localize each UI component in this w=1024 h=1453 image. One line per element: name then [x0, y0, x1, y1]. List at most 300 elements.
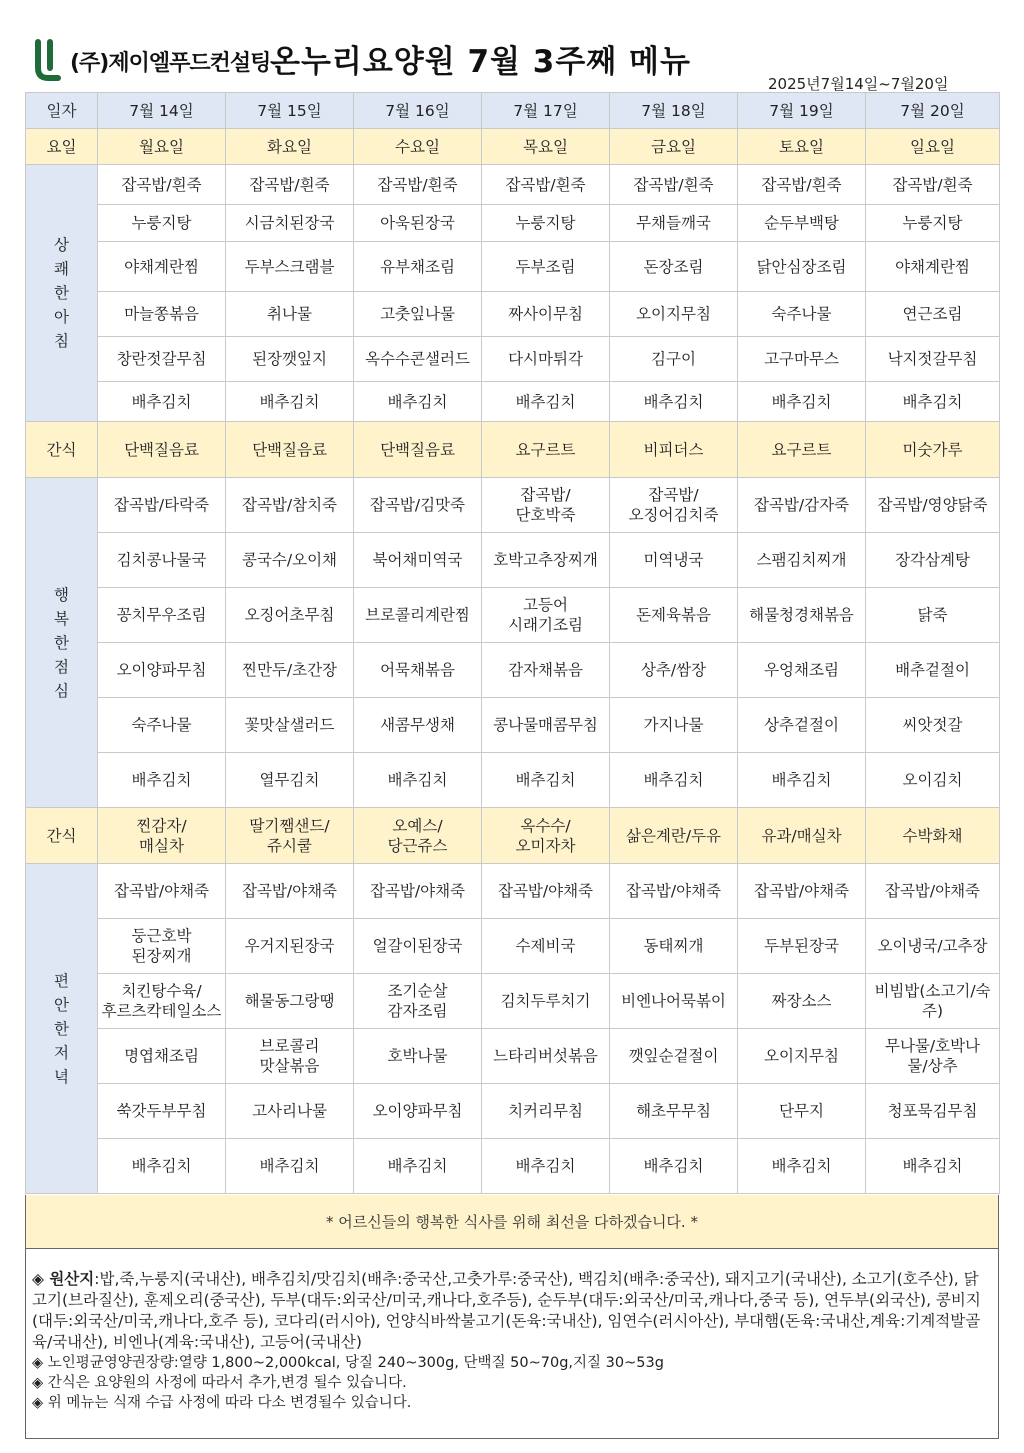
menu-item — [866, 753, 1000, 808]
menu-item — [226, 698, 354, 753]
menu-item-text: 호박나물 — [387, 1047, 448, 1065]
menu-item-text: 숙주나물 — [131, 716, 192, 734]
menu-item-text: 오이지무침 — [764, 1047, 839, 1065]
menu-item — [98, 478, 226, 533]
menu-item — [226, 643, 354, 698]
note-snack: ◈ 간식은 요양원의 사정에 따라서 추가,변경 될수 있습니다. — [32, 1375, 407, 1391]
menu-item — [482, 974, 610, 1029]
lunch-row — [26, 753, 1000, 808]
snack-afternoon-label-text: 간식 — [46, 826, 77, 845]
menu-item — [98, 974, 226, 1029]
menu-item — [610, 588, 738, 643]
menu-item — [610, 533, 738, 588]
menu-item-text: 야채계란찜 — [895, 257, 970, 276]
menu-item-text: 꽃맛살샐러드 — [244, 716, 335, 734]
menu-item-text: 유부채조림 — [380, 257, 455, 276]
date-label — [26, 93, 98, 129]
menu-item-text: 콩나물매콤무침 — [493, 716, 598, 734]
menu-item-text: 잡곡밥/흰죽 — [249, 175, 330, 194]
origin-text: :밥,죽,누룽지(국내산), 배추김치/맛김치(배추:중국산,고춧가루:중국산), 백김치(배추:중국산), 돼지고기(국내산), 소고기(호주산), 닭고기(브라질산), 훈제오리(중국산), 두부(대두:외국산/미국,캐나다,호주등), 순두부(대두:외국산/미국,캐나다,중국 등), 연두부(외국산), 콩비지(대두:외국산/미국,캐나다,호주 등), 코다리(러시아), 언양식바싹불고기(돈육:국내산), 임연수(러시아산), 부대햄(돈육:국내산,계육:기계적발골육/국내산), 비엔나(계육:국내산), 고등어(국내산) — [32, 1270, 981, 1351]
date-row — [26, 93, 1000, 129]
menu-item — [482, 919, 610, 974]
menu-item-text: 배추김치 — [771, 1157, 832, 1175]
menu-period: 2025년7월14일~7월20일 — [768, 75, 949, 93]
menu-item — [866, 382, 1000, 422]
date-cell — [866, 93, 1000, 129]
menu-item — [98, 1084, 226, 1139]
menu-item-text: 무채들깨국 — [636, 214, 711, 232]
menu-item — [866, 698, 1000, 753]
menu-item — [738, 1084, 866, 1139]
menu-item — [98, 533, 226, 588]
date-cell-text: 7월 17일 — [513, 101, 578, 120]
menu-item-text: 배추겉절이 — [895, 661, 970, 679]
menu-item-text: 김치두루치기 — [500, 992, 591, 1010]
menu-item — [482, 698, 610, 753]
snack-afternoon-item-text: 수박화채 — [902, 826, 963, 845]
menu-item — [866, 974, 1000, 1029]
menu-item — [226, 1084, 354, 1139]
menu-item-text: 연근조림 — [902, 305, 963, 323]
menu-item-text: 짜사이무침 — [508, 305, 583, 323]
day-cell-text: 목요일 — [523, 137, 568, 156]
day-cell-text: 수요일 — [395, 137, 440, 156]
menu-item — [226, 919, 354, 974]
menu-item — [610, 478, 738, 533]
menu-item-text: 김치콩나물국 — [116, 551, 207, 569]
menu-item — [610, 165, 738, 205]
menu-item — [98, 919, 226, 974]
menu-item — [98, 698, 226, 753]
menu-item-text: 콩국수/오이채 — [241, 551, 338, 569]
menu-item-text: 잡곡밥/흰죽 — [633, 175, 714, 194]
menu-item — [354, 919, 482, 974]
dinner-label — [26, 864, 98, 1194]
lunch-row — [26, 533, 1000, 588]
menu-item — [482, 292, 610, 337]
menu-item — [738, 242, 866, 292]
menu-item — [98, 292, 226, 337]
menu-item — [738, 205, 866, 242]
menu-item — [738, 165, 866, 205]
menu-item — [98, 242, 226, 292]
menu-item — [866, 1084, 1000, 1139]
snack-afternoon-item — [98, 808, 226, 864]
snack-morning-item — [610, 422, 738, 478]
menu-item-text: 어묵채볶음 — [380, 661, 455, 679]
menu-item-text: 조기순살 감자조림 — [387, 982, 448, 1020]
menu-item-text: 새콤무생채 — [380, 716, 455, 734]
menu-item-text: 두부조림 — [515, 257, 576, 276]
notes-section — [25, 1249, 999, 1439]
menu-item-text: 잡곡밥/야채죽 — [369, 882, 466, 900]
menu-item-text: 잡곡밥/타락죽 — [113, 496, 210, 514]
snack-morning-item — [98, 422, 226, 478]
menu-item-text: 배추김치 — [902, 1157, 963, 1175]
snack-afternoon-item-text: 찐감자/ 매실차 — [136, 816, 187, 855]
menu-item-text: 미역냉국 — [643, 551, 704, 569]
date-cell — [226, 93, 354, 129]
day-cell — [866, 129, 1000, 165]
menu-item — [866, 292, 1000, 337]
day-cell-text: 일요일 — [910, 137, 955, 156]
snack-morning-label-text: 간식 — [46, 440, 77, 459]
menu-item — [354, 698, 482, 753]
menu-item — [98, 588, 226, 643]
snack-morning-item-text: 요구르트 — [771, 440, 832, 459]
snack-morning-item — [482, 422, 610, 478]
menu-item-text: 해물동그랑땡 — [244, 992, 335, 1010]
menu-item-text: 옥수수콘샐러드 — [365, 350, 470, 368]
menu-item — [738, 643, 866, 698]
menu-item — [98, 337, 226, 382]
menu-item-text: 해초무무침 — [636, 1102, 711, 1120]
menu-item-text: 고사리나물 — [252, 1102, 327, 1120]
menu-item — [866, 242, 1000, 292]
snack-morning-item — [354, 422, 482, 478]
menu-item-text: 닭죽 — [917, 606, 948, 624]
menu-item-text: 비빔밥(소고기/숙주) — [874, 982, 991, 1020]
menu-item-text: 시금치된장국 — [244, 214, 335, 232]
date-cell — [98, 93, 226, 129]
menu-item-text: 잡곡밥/감자죽 — [753, 496, 850, 514]
breakfast-row — [26, 292, 1000, 337]
menu-item-text: 잡곡밥/영양닭죽 — [877, 496, 988, 514]
menu-item — [610, 1084, 738, 1139]
menu-item-text: 된장깻잎지 — [252, 350, 327, 368]
menu-item-text: 잡곡밥/참치죽 — [241, 496, 338, 514]
day-cell — [98, 129, 226, 165]
menu-item — [738, 919, 866, 974]
logo-mark-icon — [28, 38, 64, 84]
snack-morning-item-text: 미숫가루 — [902, 440, 963, 459]
menu-item — [482, 478, 610, 533]
menu-item — [738, 974, 866, 1029]
date-cell-text: 7월 14일 — [129, 101, 194, 120]
breakfast-row — [26, 242, 1000, 292]
menu-item — [866, 1029, 1000, 1084]
menu-item — [482, 864, 610, 919]
menu-item-text: 잡곡밥/흰죽 — [761, 175, 842, 194]
date-label-text: 일자 — [46, 101, 77, 120]
menu-item — [226, 974, 354, 1029]
menu-item — [354, 165, 482, 205]
menu-item-text: 잡곡밥/흰죽 — [505, 175, 586, 194]
snack-afternoon-item-text: 유과/매실차 — [761, 826, 842, 845]
menu-item-text: 오이지무침 — [636, 305, 711, 323]
menu-item — [482, 242, 610, 292]
dinner-row — [26, 1084, 1000, 1139]
menu-item — [354, 974, 482, 1029]
menu-item-text: 누룽지탕 — [131, 214, 192, 232]
menu-item-text: 씨앗젓갈 — [902, 716, 963, 734]
breakfast-row — [26, 165, 1000, 205]
dinner-row — [26, 1029, 1000, 1084]
menu-item-text: 수제비국 — [515, 937, 576, 955]
snack-morning-item — [866, 422, 1000, 478]
company-logo — [28, 38, 270, 84]
menu-item — [610, 643, 738, 698]
date-cell-text: 7월 19일 — [769, 101, 834, 120]
menu-item-text: 오이양파무침 — [372, 1102, 463, 1120]
menu-item — [610, 919, 738, 974]
menu-item — [354, 1139, 482, 1194]
menu-item — [738, 382, 866, 422]
menu-item — [354, 1029, 482, 1084]
snack-morning-item-text: 요구르트 — [515, 440, 576, 459]
menu-item — [226, 337, 354, 382]
menu-item-text: 김구이 — [651, 350, 696, 368]
menu-item-text: 찐만두/초간장 — [241, 661, 338, 679]
menu-item-text: 잡곡밥/흰죽 — [892, 175, 973, 194]
menu-item — [354, 753, 482, 808]
menu-item — [354, 533, 482, 588]
menu-item-text: 닭안심장조림 — [756, 257, 847, 276]
menu-item-text: 명엽채조림 — [124, 1047, 199, 1065]
menu-item-text: 청포묵김무침 — [887, 1102, 978, 1120]
menu-item-text: 배추김치 — [902, 392, 963, 411]
dinner-row — [26, 919, 1000, 974]
breakfast-row — [26, 382, 1000, 422]
menu-item-text: 북어채미역국 — [372, 551, 463, 569]
day-cell — [610, 129, 738, 165]
snack-afternoon-item — [738, 808, 866, 864]
menu-item — [354, 337, 482, 382]
snack-afternoon-item — [610, 808, 738, 864]
lunch-row — [26, 588, 1000, 643]
menu-item — [226, 588, 354, 643]
menu-item-text: 야채계란찜 — [124, 257, 199, 276]
day-cell-text: 금요일 — [651, 137, 696, 156]
menu-item — [482, 643, 610, 698]
menu-item-text: 잡곡밥/야채죽 — [625, 882, 722, 900]
menu-item — [866, 478, 1000, 533]
menu-item — [610, 974, 738, 1029]
menu-item-text: 무나물/호박나 물/상추 — [884, 1037, 981, 1075]
menu-item — [482, 205, 610, 242]
menu-item — [866, 337, 1000, 382]
menu-item-text: 숙주나물 — [771, 305, 832, 323]
origin-label: ◈ 원산지 — [32, 1270, 95, 1288]
menu-item — [226, 753, 354, 808]
day-cell-text: 화요일 — [267, 137, 312, 156]
menu-item-text: 단무지 — [779, 1102, 824, 1120]
menu-item-text: 잡곡밥/야채죽 — [753, 882, 850, 900]
menu-item-text: 깻잎순겉절이 — [628, 1047, 719, 1065]
menu-item — [354, 292, 482, 337]
menu-item — [866, 1139, 1000, 1194]
dinner-row — [26, 864, 1000, 919]
menu-item — [482, 337, 610, 382]
lunch-row — [26, 698, 1000, 753]
menu-item — [98, 643, 226, 698]
menu-item — [610, 1139, 738, 1194]
menu-item — [354, 478, 482, 533]
lunch-label-text: 행복한점심 — [54, 585, 69, 700]
menu-item-text: 고춧잎나물 — [380, 305, 455, 323]
menu-item — [866, 533, 1000, 588]
menu-item-text: 꽁치무우조림 — [116, 606, 207, 624]
menu-item — [738, 1139, 866, 1194]
menu-item — [738, 1029, 866, 1084]
menu-item-text: 창란젓갈무침 — [116, 350, 207, 368]
origin-info — [32, 1269, 992, 1353]
date-cell-text: 7월 15일 — [257, 101, 322, 120]
menu-item-text: 잡곡밥/야채죽 — [113, 882, 210, 900]
menu-item — [866, 205, 1000, 242]
menu-item-text: 장각삼계탕 — [895, 551, 970, 569]
menu-item — [226, 864, 354, 919]
menu-item — [610, 337, 738, 382]
menu-item-text: 잡곡밥/야채죽 — [241, 882, 338, 900]
date-cell — [354, 93, 482, 129]
menu-item-text: 순두부백탕 — [764, 214, 839, 232]
menu-item-text: 두부된장국 — [764, 937, 839, 955]
menu-item — [98, 382, 226, 422]
menu-item — [610, 242, 738, 292]
menu-item — [866, 919, 1000, 974]
menu-item-text: 상추/쌈장 — [640, 661, 707, 679]
menu-item — [354, 242, 482, 292]
snack-afternoon-item-text: 딸기쨈샌드/ 쥬시쿨 — [249, 816, 330, 855]
menu-item-text: 다시마튀각 — [508, 350, 583, 368]
menu-item — [610, 292, 738, 337]
menu-item — [226, 165, 354, 205]
menu-item-text: 고등어 시래기조림 — [508, 596, 583, 634]
date-cell-text: 7월 18일 — [641, 101, 706, 120]
menu-item-text: 배추김치 — [515, 771, 576, 789]
menu-item — [866, 643, 1000, 698]
dinner-label-text: 편안한저녁 — [54, 971, 69, 1086]
snack-afternoon-item-text: 오예스/ 당근쥬스 — [387, 816, 448, 855]
menu-item — [354, 588, 482, 643]
menu-item — [98, 1029, 226, 1084]
menu-item — [866, 588, 1000, 643]
menu-item-text: 호박고추장찌개 — [493, 551, 598, 569]
menu-item-text: 감자채볶음 — [508, 661, 583, 679]
day-cell-text: 월요일 — [139, 137, 184, 156]
lunch-row — [26, 478, 1000, 533]
weekly-menu-table — [25, 92, 1000, 1194]
menu-item-text: 우거지된장국 — [244, 937, 335, 955]
menu-item — [866, 864, 1000, 919]
menu-item-text: 동태찌개 — [643, 937, 704, 955]
menu-item — [738, 533, 866, 588]
snack-morning-label — [26, 422, 98, 478]
day-cell — [226, 129, 354, 165]
menu-item — [482, 1029, 610, 1084]
day-cell-text: 토요일 — [779, 137, 824, 156]
snack-afternoon-item — [866, 808, 1000, 864]
snack-afternoon-item — [482, 808, 610, 864]
snack-afternoon-item — [226, 808, 354, 864]
menu-item-text: 오징어초무침 — [244, 606, 335, 624]
menu-item — [354, 643, 482, 698]
menu-item — [98, 864, 226, 919]
snack-afternoon-item-text: 옥수수/ 오미자차 — [515, 816, 576, 855]
menu-item-text: 잡곡밥/야채죽 — [884, 882, 981, 900]
menu-item — [98, 1139, 226, 1194]
menu-item — [354, 1084, 482, 1139]
menu-item — [738, 753, 866, 808]
menu-item — [738, 698, 866, 753]
menu-item — [738, 588, 866, 643]
snack-morning-item — [738, 422, 866, 478]
menu-item — [226, 205, 354, 242]
note-change: ◈ 위 메뉴는 식재 수급 사정에 따라 다소 변경될수 있습니다. — [32, 1395, 412, 1411]
dinner-row — [26, 974, 1000, 1029]
menu-item — [482, 753, 610, 808]
menu-item-text: 배추김치 — [387, 1157, 448, 1175]
footer-message: * 어르신들의 행복한 식사를 위해 최선을 다하겠습니다. * — [25, 1195, 999, 1249]
menu-item — [738, 864, 866, 919]
menu-item-text: 가지나물 — [643, 716, 704, 734]
menu-item — [482, 1084, 610, 1139]
menu-item-text: 취나물 — [267, 305, 312, 323]
snack-morning-item-text: 비피더스 — [643, 440, 704, 459]
menu-item — [610, 753, 738, 808]
menu-item-text: 배추김치 — [131, 1157, 192, 1175]
menu-item — [482, 382, 610, 422]
menu-item-text: 배추김치 — [771, 771, 832, 789]
day-cell — [482, 129, 610, 165]
breakfast-row — [26, 337, 1000, 382]
menu-item — [354, 205, 482, 242]
lunch-row — [26, 643, 1000, 698]
menu-item-text: 배추김치 — [131, 392, 192, 411]
menu-item-text: 잡곡밥/흰죽 — [121, 175, 202, 194]
menu-item-text: 잡곡밥/ 단호박죽 — [515, 486, 576, 524]
menu-item-text: 배추김치 — [131, 771, 192, 789]
menu-item — [610, 698, 738, 753]
day-label-text: 요일 — [46, 137, 77, 156]
menu-item-text: 오이냉국/고추장 — [877, 937, 988, 955]
menu-item — [866, 165, 1000, 205]
menu-item-text: 배추김치 — [259, 392, 320, 411]
menu-item-text: 잡곡밥/흰죽 — [377, 175, 458, 194]
snack-afternoon-item-text: 삶은계란/두유 — [625, 826, 722, 845]
date-cell — [610, 93, 738, 129]
menu-item-text: 아욱된장국 — [380, 214, 455, 232]
menu-item — [738, 337, 866, 382]
menu-item-text: 스팸김치찌개 — [756, 551, 847, 569]
day-row — [26, 129, 1000, 165]
company-name: (주)제이엘푸드컨설팅 — [70, 50, 271, 76]
menu-item-text: 배추김치 — [387, 771, 448, 789]
menu-item-text: 배추김치 — [771, 392, 832, 411]
menu-item-text: 상추겉절이 — [764, 716, 839, 734]
date-cell-text: 7월 20일 — [900, 101, 965, 120]
menu-item — [738, 478, 866, 533]
menu-item — [610, 205, 738, 242]
menu-item — [226, 1139, 354, 1194]
breakfast-label — [26, 165, 98, 422]
menu-item-text: 느타리버섯볶음 — [493, 1047, 598, 1065]
menu-item — [482, 1139, 610, 1194]
menu-item-text: 잡곡밥/김맛죽 — [369, 496, 466, 514]
menu-item-text: 쑥갓두부무침 — [116, 1102, 207, 1120]
snack-morning-row — [26, 422, 1000, 478]
date-cell-text: 7월 16일 — [385, 101, 450, 120]
lunch-label — [26, 478, 98, 808]
menu-item-text: 둥근호박 된장찌개 — [131, 927, 192, 965]
breakfast-row — [26, 205, 1000, 242]
menu-item-text: 잡곡밥/ 오징어김치죽 — [628, 486, 719, 524]
menu-item-text: 돈장조림 — [643, 257, 704, 276]
menu-item-text: 열무김치 — [259, 771, 320, 789]
menu-item-text: 비엔나어묵볶이 — [621, 992, 726, 1010]
snack-morning-item-text: 단백질음료 — [252, 440, 327, 459]
